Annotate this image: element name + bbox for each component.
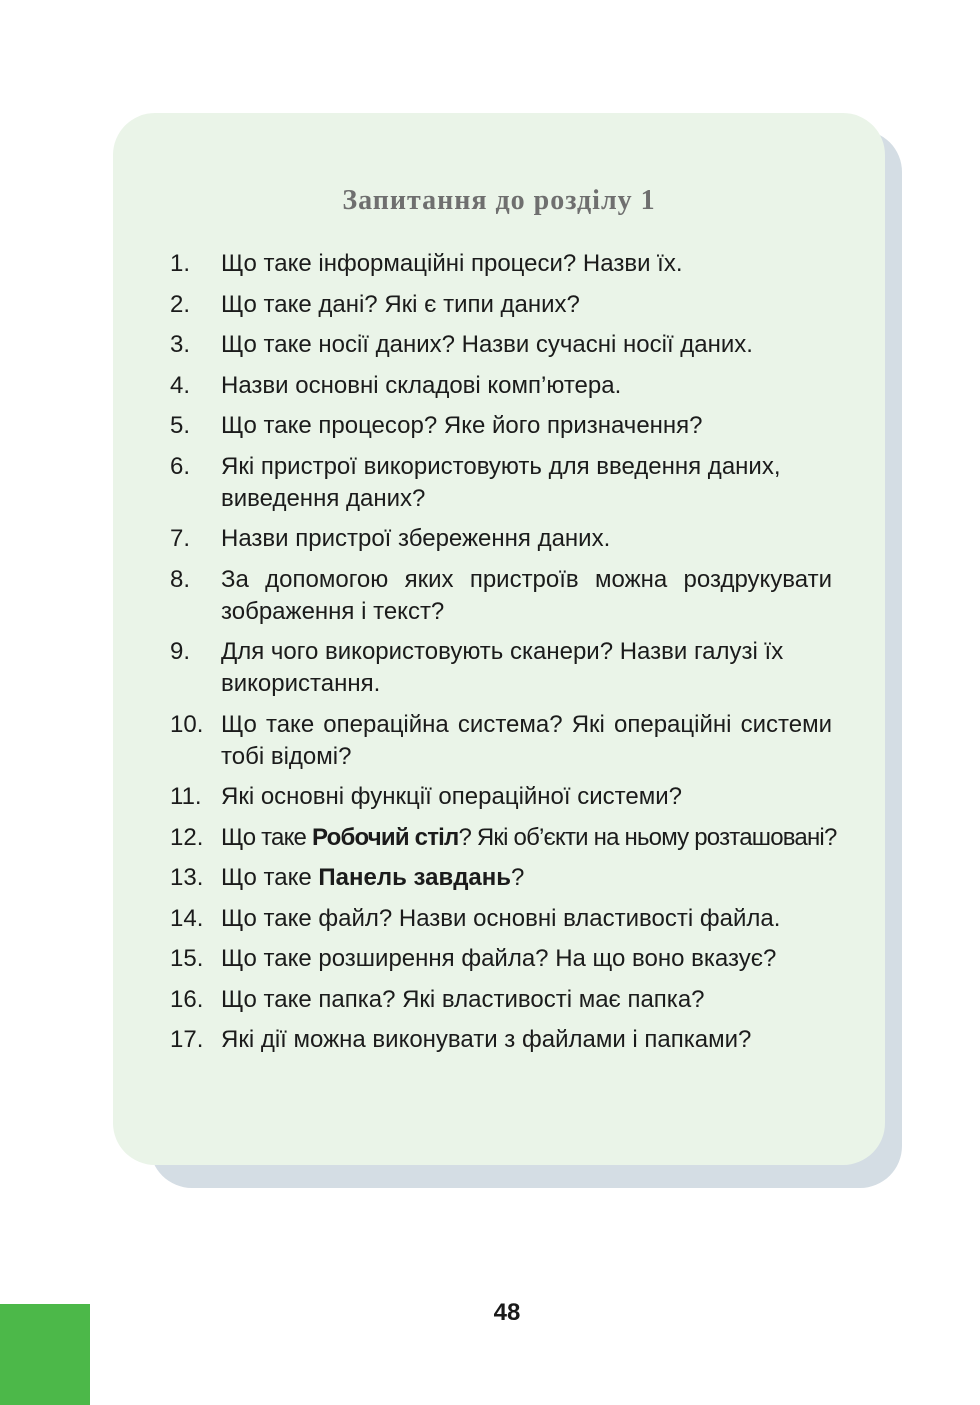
question-text — [221, 862, 832, 894]
question-text-line: Які пристрої використовують для введення даних, — [221, 452, 781, 480]
question-number: 9. — [170, 638, 191, 665]
question-text-part: Що таке — [221, 864, 319, 891]
question-number: 7. — [170, 525, 191, 552]
question-text: Що таке процесор? Яке його призначення? — [221, 412, 703, 439]
question-item — [170, 564, 832, 628]
question-text-part: ? Які об’єкти на ньому розташовані? — [458, 823, 837, 851]
question-list — [170, 248, 837, 1065]
question-text — [221, 709, 832, 773]
question-number: 2. — [170, 290, 191, 318]
question-text: Що таке папка? Які властивості має папка? — [221, 985, 705, 1013]
question-number: 17. — [170, 1026, 204, 1053]
question-item — [170, 370, 832, 402]
question-term: Панель завдань — [318, 864, 512, 891]
question-number: 11. — [170, 783, 202, 810]
question-item — [170, 410, 832, 442]
question-item — [170, 903, 832, 935]
question-item — [170, 822, 837, 854]
question-number: 12. — [170, 823, 204, 851]
question-item — [170, 1024, 832, 1056]
question-text — [221, 564, 832, 628]
question-number: 10. — [170, 710, 204, 738]
question-number: 5. — [170, 412, 191, 439]
question-item — [170, 451, 832, 515]
question-text — [221, 822, 837, 854]
question-text-line: тобі відомі? — [221, 742, 352, 770]
question-item — [170, 862, 832, 894]
page-number: 48 — [493, 1299, 521, 1326]
question-text-part: ? — [511, 864, 525, 891]
question-text — [221, 636, 832, 700]
question-number: 8. — [170, 565, 191, 593]
question-text: Назви основні складові комп’ютера. — [221, 371, 622, 399]
question-text-line: виведення даних? — [221, 484, 426, 512]
question-item — [170, 943, 832, 975]
section-title: Запитання до розділу 1 — [342, 185, 656, 216]
question-item — [170, 329, 832, 361]
question-text: Що таке розширення файла? На що воно вказує? — [221, 945, 777, 972]
question-text — [221, 451, 832, 515]
question-term: Робочий стіл — [311, 823, 459, 851]
question-item — [170, 248, 832, 280]
question-text: Що таке файл? Назви основні властивості файла. — [221, 904, 781, 932]
question-number: 3. — [170, 331, 191, 358]
question-text-line: За допомогою яких пристроїв можна роздрукувати — [221, 565, 832, 593]
question-text: Які дії можна виконувати з файлами і папками? — [221, 1026, 752, 1053]
question-item — [170, 636, 832, 700]
question-item — [170, 781, 832, 813]
question-text: Що таке носії даних? Назви сучасні носії даних. — [221, 331, 753, 358]
question-text-line: Що таке операційна система? Які операційні системи — [221, 710, 832, 738]
question-text-line: зображення і текст? — [221, 597, 445, 625]
question-item — [170, 709, 832, 773]
question-number: 13. — [170, 864, 204, 891]
question-item — [170, 523, 832, 555]
question-text: Які основні функції операційної системи? — [221, 783, 682, 810]
question-text-line: Для чого використовують сканери? Назви галузі їх — [221, 638, 784, 665]
question-number: 14. — [170, 904, 204, 932]
question-number: 4. — [170, 371, 191, 399]
question-number: 1. — [170, 250, 191, 277]
question-item — [170, 984, 832, 1016]
question-text: Що таке інформаційні процеси? Назви їх. — [221, 250, 683, 277]
question-text: Назви пристрої збереження даних. — [221, 525, 611, 552]
question-number: 15. — [170, 945, 204, 972]
question-number: 16. — [170, 985, 204, 1013]
question-text: Що таке дані? Які є типи даних? — [221, 290, 580, 318]
question-text-part: Що таке — [221, 823, 312, 851]
question-item — [170, 289, 832, 321]
question-text-line: використання. — [221, 670, 381, 697]
page-corner-tab — [0, 1304, 90, 1405]
question-number: 6. — [170, 452, 191, 480]
